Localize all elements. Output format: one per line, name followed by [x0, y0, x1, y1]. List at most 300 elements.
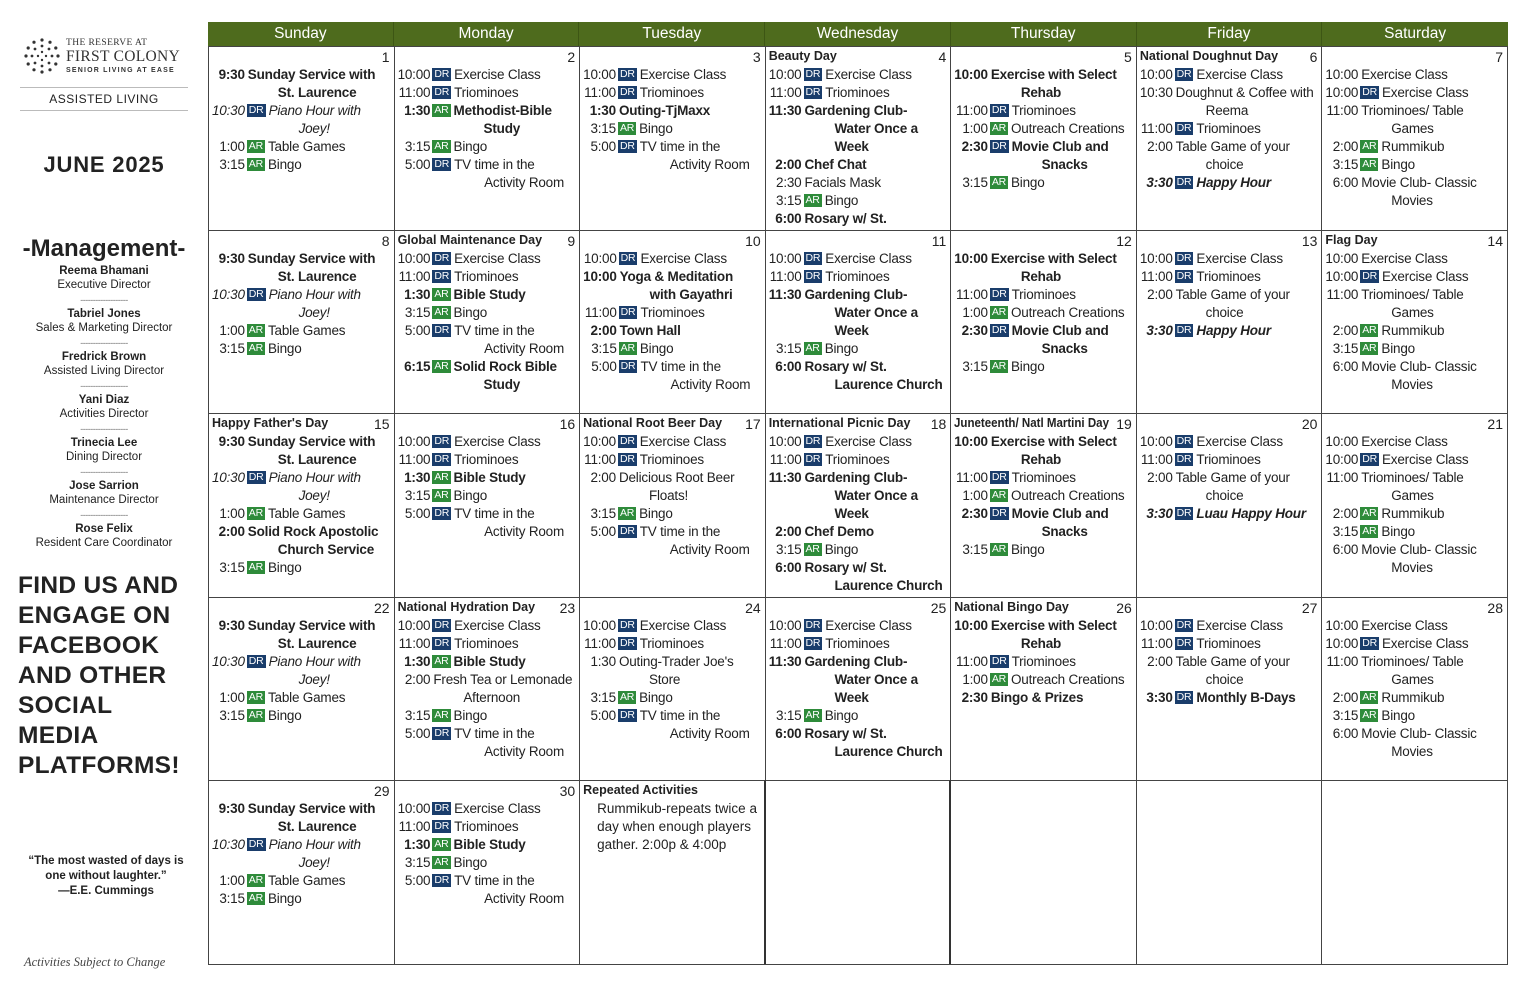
event-title: Triominoes [1011, 653, 1076, 669]
staff-role: Maintenance Director [49, 494, 159, 506]
event-time: 10:00 [397, 67, 431, 82]
location-tag: DR [434, 68, 450, 80]
event-time: 9:30 [218, 801, 245, 816]
event-time: 5:00 [404, 873, 431, 888]
event-time: 10:00 [954, 250, 988, 266]
staff-name: Fredrick Brown [61, 351, 147, 363]
special-day-label: Happy Father's Day [212, 416, 329, 430]
cell-header [769, 782, 946, 800]
day-number: 29 [373, 783, 390, 799]
location-tag: DR [805, 636, 821, 649]
event [769, 635, 947, 653]
day-cell [766, 597, 952, 781]
day-cell [766, 230, 952, 414]
logo-dots-icon [22, 36, 62, 76]
month-title: JUNE 2025 [43, 152, 165, 177]
day-number: 23 [559, 599, 576, 616]
location-tag: DR [434, 636, 450, 649]
event-time: 2:30 [961, 139, 988, 154]
quote [14, 854, 198, 899]
location-tag: AR [619, 507, 635, 519]
day-number: 21 [1487, 416, 1503, 432]
location-tag: AR [248, 323, 263, 336]
event-title: Exercise Class [454, 617, 541, 633]
staff-separator: ------------------- [80, 467, 128, 477]
event-title: Triominoes [825, 452, 890, 467]
location-tag: AR [434, 489, 449, 501]
event [212, 433, 390, 469]
location-tag: DR [248, 287, 264, 300]
event-title: Fresh Tea or Lemonade Afternoon [433, 671, 573, 705]
event [1140, 322, 1318, 340]
cell-header [1325, 48, 1503, 66]
event [212, 836, 390, 872]
event-time: 3:15 [590, 689, 616, 705]
cell-header [954, 782, 1132, 800]
event-time: 2:00 [218, 524, 245, 539]
event [769, 250, 947, 268]
location-tag: AR [619, 122, 635, 134]
callout-line: SOCIAL [18, 692, 113, 719]
location-tag: AR [248, 140, 263, 152]
day-number: 5 [1124, 49, 1132, 65]
event [1140, 433, 1318, 451]
location-tag: DR [1176, 435, 1192, 447]
event-time: 3:15 [776, 707, 802, 723]
disclaimer: Activities Subject to Change [24, 955, 166, 969]
event-time: 10:00 [768, 67, 802, 82]
event-title: Happy Hour [1196, 322, 1271, 338]
event-time: 2:00 [1332, 322, 1359, 338]
event [212, 156, 390, 174]
event-title: Table Games [267, 689, 346, 705]
event-title: Bingo [1381, 157, 1415, 172]
event-time: 10:30 [1139, 85, 1173, 100]
event-time: 3:15 [591, 340, 617, 356]
event-title: Happy Hour [1196, 175, 1271, 190]
event-time: 11:00 [584, 85, 616, 100]
event [1325, 707, 1503, 725]
event [769, 84, 947, 102]
staff-name: Jose Sarrion [69, 480, 139, 492]
event-title: Bingo [453, 488, 488, 503]
event [1140, 653, 1318, 689]
event [1140, 66, 1318, 84]
event [954, 689, 1132, 707]
day-number: 19 [1116, 416, 1132, 432]
event [769, 358, 947, 394]
cell-header [1325, 599, 1503, 617]
event [954, 541, 1132, 559]
event-title: Exercise with Select Rehab [990, 67, 1117, 100]
location-tag: DR [805, 453, 821, 465]
day-cell [1137, 413, 1323, 597]
quote-line: —E.E. Cummings [58, 885, 154, 897]
event-title: TV time in the Activity Room [454, 322, 565, 356]
location-tag: DR [805, 251, 821, 264]
event-time: 10:00 [583, 434, 616, 449]
event-time: 5:00 [404, 506, 431, 521]
event-time: 1:00 [219, 689, 245, 705]
event-title: Bingo [1381, 707, 1415, 723]
location-tag: DR [1176, 636, 1192, 649]
location-tag: AR [434, 104, 449, 116]
cell-header [769, 48, 947, 66]
location-tag: AR [434, 287, 449, 300]
event-title: Facials Mask [804, 175, 881, 190]
day-cell [1322, 780, 1508, 964]
day-cell [580, 780, 766, 964]
event-time: 5:00 [404, 157, 431, 172]
event-time: 11:00 [1326, 103, 1359, 118]
event [954, 102, 1132, 120]
event [212, 505, 390, 523]
event-time: 11:00 [956, 286, 988, 302]
event [398, 286, 576, 304]
event-title: Table Game of your choice [1175, 653, 1290, 687]
event-title: Exercise Class [639, 617, 727, 633]
event-time: 10:00 [583, 617, 616, 633]
event [1140, 250, 1318, 268]
event [398, 505, 576, 541]
cell-header [1140, 48, 1318, 66]
event-time: 10:30 [212, 286, 245, 302]
staff-name: Trinecia Lee [70, 437, 138, 449]
day-number: 27 [1301, 599, 1318, 616]
event-time: 2:00 [1147, 653, 1173, 669]
event [769, 523, 947, 541]
event-title: Table Games [267, 873, 346, 888]
day-number: 17 [745, 416, 761, 432]
location-tag: DR [619, 525, 635, 537]
event-title: Exercise Class [1381, 452, 1469, 467]
event-title: Rosary w/ St. Laurence Church [804, 725, 943, 759]
event-time: 3:15 [404, 707, 431, 723]
location-tag: DR [1176, 323, 1192, 336]
staff-name: Rose Felix [75, 523, 133, 535]
event [212, 340, 390, 358]
staff-list [0, 264, 208, 551]
event-title: Exercise Class [1361, 67, 1448, 82]
event-time: 1:30 [404, 103, 431, 118]
event-time: 11:00 [769, 85, 802, 100]
event-title: Triominoes [1196, 635, 1261, 651]
event-title: Triominoes [454, 635, 519, 651]
event-title: Exercise Class [1196, 250, 1283, 266]
event [954, 617, 1132, 653]
event-time: 11:00 [1140, 452, 1173, 467]
staff-role: Dining Director [65, 451, 143, 463]
day-number: 28 [1487, 599, 1503, 616]
day-header-tuesday: Tuesday [579, 22, 765, 46]
location-tag: DR [619, 636, 635, 649]
event-title: Solid Rock Bible Study [453, 358, 557, 392]
day-header-monday: Monday [394, 22, 580, 46]
event [398, 836, 576, 854]
event-title: Triominoes [1196, 268, 1261, 284]
day-cell [580, 597, 766, 781]
event [954, 671, 1132, 689]
day-header-saturday: Saturday [1384, 25, 1447, 42]
location-tag: DR [805, 68, 821, 80]
day-number: 4 [938, 49, 947, 65]
event-time: 10:30 [212, 103, 245, 118]
event-time: 1:00 [219, 506, 245, 521]
callout-line: AND OTHER [18, 662, 167, 689]
event-title: Exercise Class [454, 67, 541, 82]
event-time: 3:15 [962, 358, 988, 374]
event-time: 3:15 [1332, 707, 1359, 723]
event-title: Rosary w/ St. Laurence Church [804, 358, 943, 392]
event [769, 340, 947, 358]
event [1325, 617, 1503, 635]
event-title: Bingo [824, 542, 859, 557]
calendar-grid [208, 46, 1508, 965]
event [583, 340, 761, 358]
day-number: 25 [930, 599, 947, 616]
event [954, 322, 1132, 358]
location-tag: AR [434, 654, 449, 667]
day-cell [766, 46, 952, 230]
event-time: 2:30 [776, 175, 802, 190]
event-time: 3:30 [1146, 175, 1173, 190]
location-tag: AR [991, 176, 1006, 188]
event-time: 6:00 [775, 560, 802, 575]
event [1325, 358, 1503, 394]
staff-name: Yani Diaz [78, 394, 130, 406]
event [954, 433, 1132, 469]
event [1140, 286, 1318, 322]
event-title: Exercise Class [1381, 85, 1469, 100]
location-tag: DR [805, 269, 821, 282]
day-cell [951, 46, 1137, 230]
event-title: Bingo [267, 707, 302, 723]
location-tag: AR [620, 341, 635, 354]
day-number: 13 [1301, 232, 1318, 249]
event [212, 102, 390, 138]
special-day-label: National Doughnut Day [1139, 49, 1279, 63]
event-title: Table Games [267, 139, 346, 154]
logo-line-2: FIRST COLONY [66, 48, 180, 65]
event-time: 11:00 [584, 452, 616, 467]
event-title: Triominoes [1011, 103, 1076, 118]
location-tag: AR [248, 874, 263, 886]
event-time: 2:00 [1147, 286, 1173, 302]
location-tag: DR [1176, 68, 1192, 80]
event-time: 10:30 [212, 653, 245, 669]
event-time: 10:30 [212, 837, 245, 852]
event [398, 250, 576, 268]
location-tag: DR [434, 802, 450, 814]
event [212, 138, 390, 156]
cell-header [954, 415, 1132, 433]
day-cell [1137, 46, 1323, 230]
day-cell [395, 597, 581, 781]
event-time: 10:00 [397, 801, 431, 816]
cell-header [1140, 415, 1318, 433]
event-title: Bingo [639, 506, 673, 521]
event-title: Triominoes [1196, 452, 1261, 467]
cell-header [769, 232, 947, 250]
event-time: 1:30 [404, 653, 431, 669]
event [212, 286, 390, 322]
event-time: 10:00 [583, 250, 617, 266]
staff-role: Sales & Marketing Director [35, 322, 173, 334]
event-time: 1:00 [962, 304, 988, 320]
day-header-thursday: Thursday [951, 22, 1137, 46]
day-cell [1137, 230, 1323, 414]
staff-role: Executive Director [57, 279, 151, 291]
event-title: Triominoes [1011, 286, 1076, 302]
event-time: 11:00 [584, 304, 617, 320]
staff-separator: ------------------- [80, 381, 128, 391]
event-time: 3:15 [219, 157, 245, 172]
event-title: Bible Study [453, 653, 526, 669]
day-cell [766, 780, 952, 964]
day-cell [395, 780, 581, 964]
event-title: Piano Hour with Joey! [268, 470, 361, 503]
location-tag: AR [991, 543, 1006, 555]
staff-role: Activities Director [59, 408, 149, 420]
day-number: 10 [745, 232, 761, 249]
cell-header [583, 232, 761, 250]
event-time: 10:00 [397, 617, 431, 633]
day-number: 26 [1116, 599, 1132, 616]
event-time: 5:00 [590, 139, 616, 154]
event [769, 707, 947, 725]
location-tag: DR [434, 618, 450, 631]
event-title: Exercise Class [639, 67, 727, 82]
event-time: 3:15 [404, 488, 431, 503]
event-time: 6:00 [1332, 542, 1359, 557]
day-number: 9 [567, 232, 576, 249]
event-title: Luau Happy Hour [1196, 506, 1306, 521]
event-time: 3:30 [1146, 689, 1173, 705]
cell-header [1140, 232, 1318, 250]
location-tag: DR [434, 435, 450, 447]
location-tag: AR [805, 194, 820, 206]
logo-line-1: THE RESERVE AT [66, 38, 148, 48]
day-cell [395, 230, 581, 414]
event-title: Table Game of your choice [1175, 286, 1290, 320]
event-title: Exercise Class [825, 67, 912, 82]
day-header-friday: Friday [1137, 22, 1323, 46]
event [1325, 451, 1503, 469]
staff-name: Tabriel Jones [67, 308, 141, 320]
event [398, 707, 576, 725]
event [212, 890, 390, 908]
day-number: 16 [559, 416, 576, 432]
event [212, 653, 390, 689]
event-time: 10:00 [1325, 67, 1359, 82]
event [769, 725, 947, 761]
event-title: Exercise Class [1361, 617, 1448, 633]
event-time: 5:00 [590, 524, 616, 539]
event-title: Rosary w/ St. Laurence Church [804, 560, 943, 593]
event-title: Triominoes [639, 452, 704, 467]
event-title: Bingo [639, 121, 673, 136]
location-tag: DR [434, 820, 450, 832]
event-title: Outreach Creations [1011, 304, 1125, 320]
event-time: 11:30 [768, 286, 802, 302]
event-time: 3:15 [404, 139, 431, 154]
event [769, 66, 947, 84]
event-title: Table Game of your choice [1175, 139, 1290, 172]
event-time: 5:00 [591, 358, 617, 374]
event-title: Exercise Class [1381, 635, 1469, 651]
event-time: 3:15 [1332, 524, 1359, 539]
event-title: Exercise Class [1361, 250, 1448, 266]
event-title: Exercise Class [1381, 268, 1469, 284]
event-title: Movie Club- Classic Movies [1361, 358, 1477, 392]
event [583, 66, 761, 84]
location-tag: DR [619, 435, 635, 447]
event-title: Movie Club- Classic Movies [1361, 542, 1477, 575]
day-cell [1137, 597, 1323, 781]
event-time: 3:15 [590, 121, 616, 136]
event-time: 11:00 [1326, 653, 1359, 669]
event [212, 322, 390, 340]
event [583, 84, 761, 102]
event [769, 559, 947, 595]
event-title: Gardening Club- Water Once a Week [804, 470, 918, 521]
event-time: 2:00 [590, 322, 617, 338]
event-title: Exercise Class [1361, 434, 1448, 449]
location-tag: AR [1362, 525, 1377, 537]
event [954, 286, 1132, 304]
event-title: Monthly B-Days [1196, 689, 1296, 705]
cell-header [398, 232, 576, 250]
cell-header [212, 232, 390, 250]
location-tag: AR [1362, 341, 1377, 354]
cell-header [1140, 782, 1318, 800]
event-time: 10:00 [954, 617, 988, 633]
event-time: 1:30 [590, 653, 616, 669]
event [212, 66, 390, 102]
event-title: Piano Hour with Joey! [268, 103, 361, 136]
event-time: 10:30 [212, 470, 245, 485]
day-number: 22 [373, 599, 390, 616]
event-title: Chef Demo [804, 524, 874, 539]
event [398, 102, 576, 138]
event [212, 800, 390, 836]
event-title: Triominoes [825, 268, 890, 284]
event-time: 10:00 [1325, 635, 1359, 651]
event-title: Triominoes/ Table Games [1361, 653, 1464, 687]
event-title: Triominoes/ Table Games [1361, 470, 1464, 503]
event-time: 10:00 [768, 434, 802, 449]
location-tag: DR [434, 726, 450, 739]
event-time: 10:00 [1139, 67, 1173, 82]
event [583, 138, 761, 174]
location-tag: DR [619, 618, 635, 631]
event [583, 689, 761, 707]
special-day-label: Repeated Activities [583, 783, 698, 797]
day-cell [951, 780, 1137, 964]
day-cell [1322, 413, 1508, 597]
event-time: 11:00 [398, 635, 431, 651]
day-number: 15 [373, 416, 390, 432]
day-cell [580, 230, 766, 414]
event-time: 2:00 [1147, 139, 1173, 154]
event-title: Sunday Service with St. Laurence [247, 617, 376, 651]
staff-separator: ------------------- [80, 510, 128, 520]
event-time: 11:00 [956, 103, 988, 118]
staff-name: Reema Bhamani [59, 265, 149, 277]
event-time: 11:00 [956, 470, 988, 485]
event-title: Bingo [453, 304, 488, 320]
event [1140, 268, 1318, 286]
